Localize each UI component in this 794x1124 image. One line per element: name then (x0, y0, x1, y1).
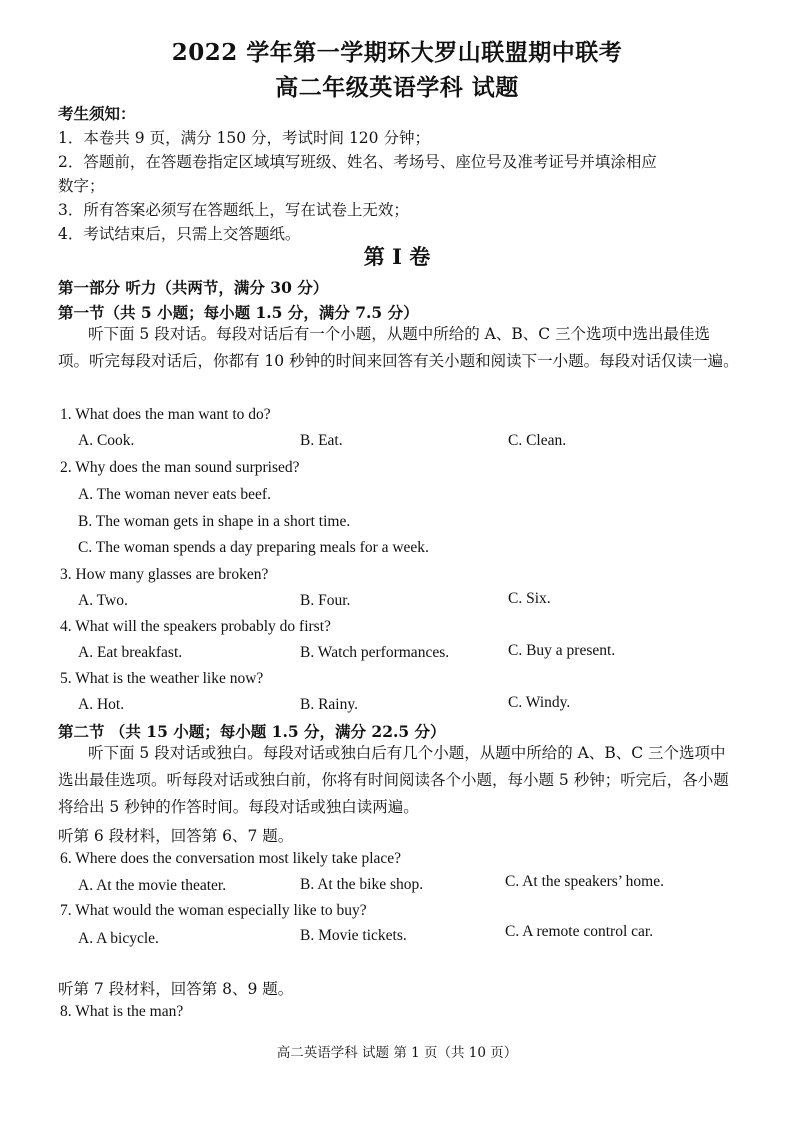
q5-option-b: B. Rainy. (300, 696, 358, 713)
part1-title: 第一部分 听力（共两节，满分 30 分） (58, 278, 329, 297)
q7-option-b: B. Movie tickets. (300, 927, 407, 944)
section1-instructions: 听下面 5 段对话。每段对话后有一个小题，从题中所给的 A、B、C 三个选项中选出最佳选项。听完每段对话后，你都有 10 秒钟的时间来回答有关小题和阅读下一小题。每段对话仅读一遍。 (58, 325, 739, 370)
q6-option-c: C. At the speakers’ home. (505, 873, 664, 890)
question-6: 6. Where does the conversation most likely take place? (60, 850, 402, 867)
question-4: 4. What will the speakers probably do first? (60, 618, 331, 635)
q1-option-c: C. Clean. (508, 432, 567, 449)
notice-item-2-cont: 数字； (58, 177, 105, 195)
volume-title: 第 I 卷 (363, 244, 431, 269)
q2-option-a: A. The woman never eats beef. (78, 486, 271, 503)
q3-option-b: B. Four. (300, 592, 351, 609)
notice-item-1: 1．本卷共 9 页，满分 150 分，考试时间 120 分钟； (58, 129, 430, 147)
question-7: 7. What would the woman especially like to buy? (60, 902, 367, 919)
page-footer: 高二英语学科 试题 第 1 页（共 10 页） (276, 1045, 518, 1061)
section1-title: 第一节（共 5 小题；每小题 1.5 分，满分 7.5 分） (58, 303, 419, 322)
section2-title: 第二节 （共 15 小题；每小题 1.5 分，满分 22.5 分） (58, 722, 446, 741)
q6-option-b: B. At the bike shop. (300, 876, 424, 893)
question-5: 5. What is the weather like now? (60, 670, 264, 687)
question-8: 8. What is the man? (60, 1003, 184, 1020)
material-6-instruction: 听第 6 段材料，回答第 6、7 题。 (58, 827, 294, 845)
q5-option-a: A. Hot. (78, 696, 125, 713)
notice-item-4: 4．考试结束后，只需上交答题纸。 (58, 225, 301, 243)
notice-heading: 考生须知： (58, 104, 136, 123)
q7-option-a: A. A bicycle. (78, 930, 159, 947)
q4-option-b: B. Watch performances. (300, 644, 450, 661)
q4-option-a: A. Eat breakfast. (78, 644, 183, 661)
q4-option-c: C. Buy a present. (508, 642, 616, 659)
question-1: 1. What does the man want to do? (60, 406, 271, 423)
q7-option-c: C. A remote control car. (505, 923, 654, 940)
notice-item-3: 3．所有答案必须写在答题纸上，写在试卷上无效； (58, 201, 409, 219)
q1-option-b: B. Eat. (300, 432, 343, 449)
q6-option-a: A. At the movie theater. (78, 877, 227, 894)
exam-title: 2022 学年第一学期环大罗山联盟期中联考 (171, 39, 623, 66)
q3-option-c: C. Six. (508, 590, 551, 607)
q3-option-a: A. Two. (78, 592, 128, 609)
q2-option-c: C. The woman spends a day preparing meals for a week. (78, 539, 429, 556)
q2-option-b: B. The woman gets in shape in a short time. (78, 513, 351, 530)
q1-option-a: A. Cook. (78, 432, 135, 449)
notice-item-2: 2．答题前，在答题卷指定区域填写班级、姓名、考场号、座位号及准考证号并填涂相应 (58, 153, 657, 171)
section2-instructions: 听下面 5 段对话或独白。每段对话或独白后有几个小题，从题中所给的 A、B、C 三个选项中选出最佳选项。听每段对话或独白前，你将有时间阅读各个小题，每小题 5 秒钟；听完后，各小题将给出 5 秒钟的作答时间。每段对话或独白读两遍。 (58, 744, 729, 816)
exam-subtitle: 高二年级英语学科 试题 (275, 74, 519, 101)
question-2: 2. Why does the man sound surprised? (60, 459, 300, 476)
material-7-instruction: 听第 7 段材料，回答第 8、9 题。 (58, 980, 294, 998)
q5-option-c: C. Windy. (508, 694, 571, 711)
question-3: 3. How many glasses are broken? (60, 566, 269, 583)
